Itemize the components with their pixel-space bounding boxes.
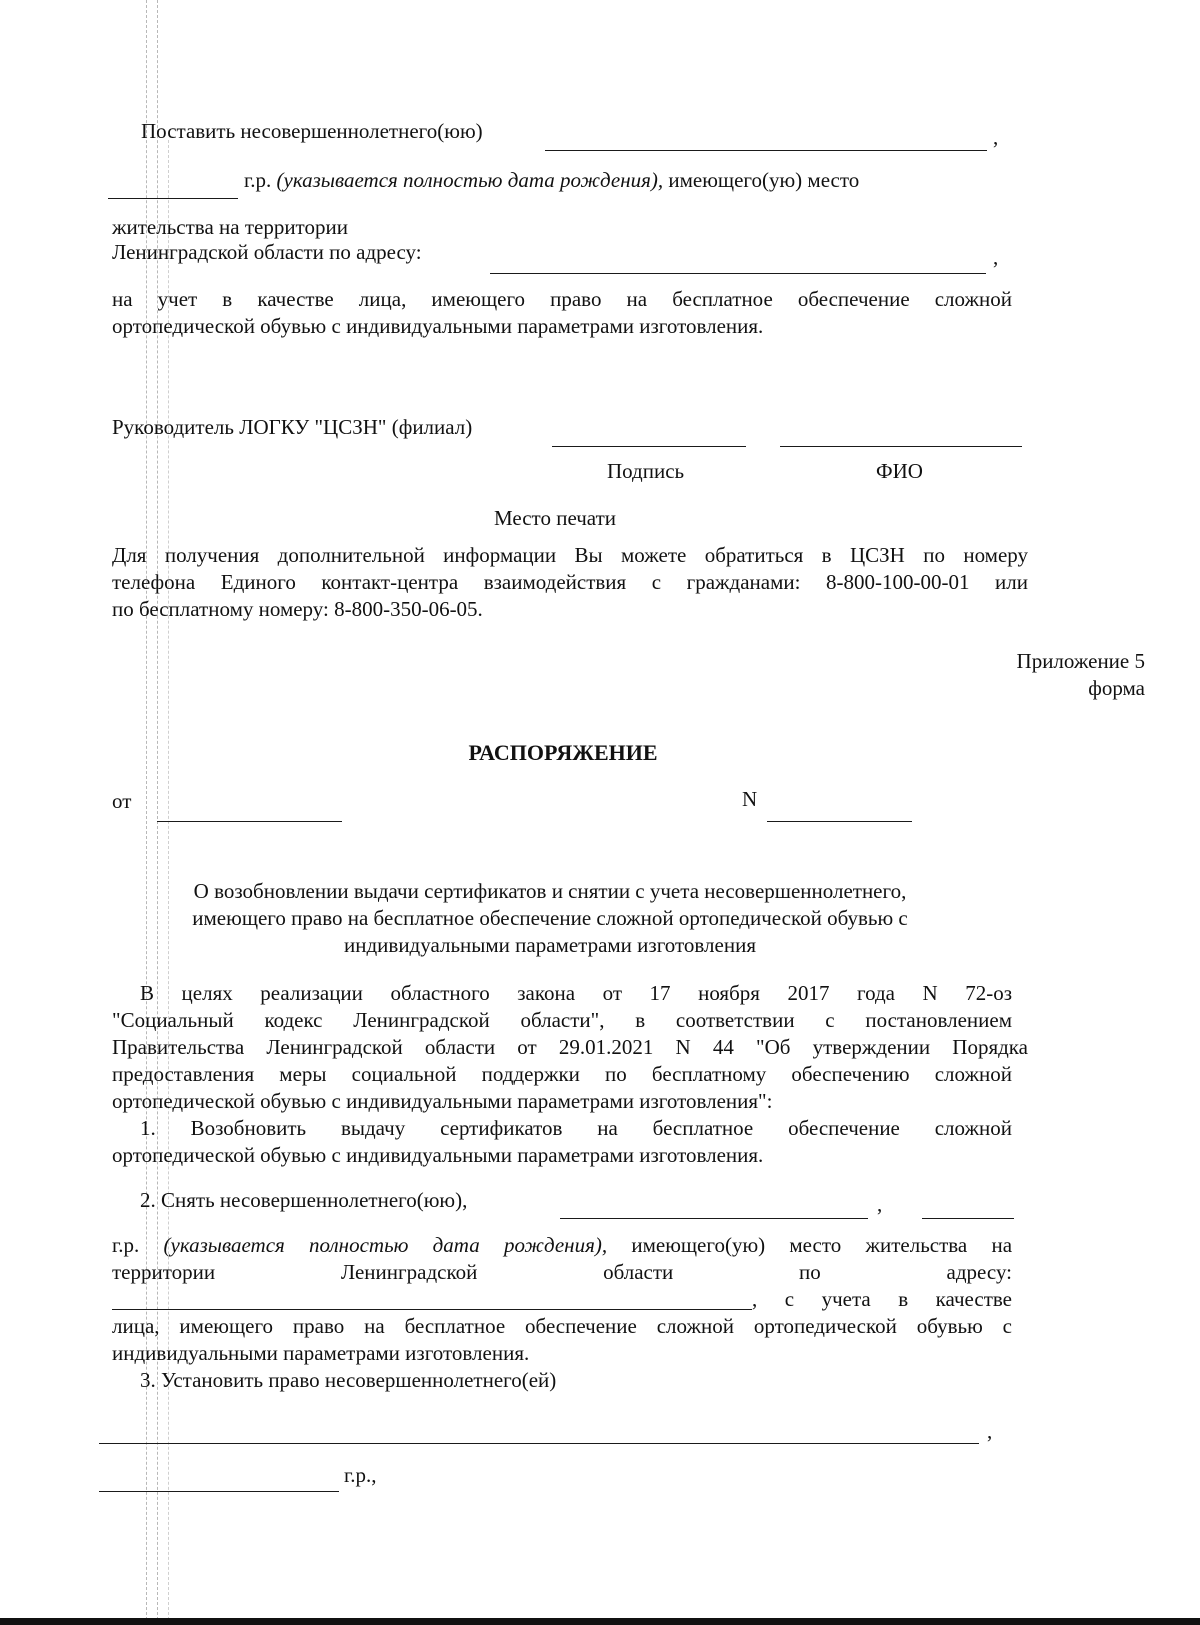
item2-line: индивидуальными параметрами изготовления. (112, 1341, 530, 1365)
register-minor-text: Поставить несовершеннолетнего(юю) (141, 119, 483, 143)
preamble-line: В целях реализации областного закона от 17 ноября 2017 года N 72-оз (140, 981, 1012, 1005)
seal-label: Место печати (494, 506, 617, 530)
head-label: Руководитель ЛОГКУ "ЦСЗН" (филиал) (112, 415, 473, 439)
comma: , (993, 245, 999, 269)
appendix-label: Приложение 5 (1016, 649, 1145, 673)
address-blank (490, 273, 986, 274)
item2-line: лица, имеющего право на бесплатное обеспечение сложной ортопедической обувью с (112, 1314, 1012, 1338)
residence-text-2: Ленинградской области по адресу: (112, 240, 422, 264)
comma: , (987, 1419, 993, 1443)
appendix-form: форма (1088, 676, 1145, 700)
comma: , (993, 125, 999, 149)
name-blank (780, 446, 1022, 447)
preamble-line: ортопедической обувью с индивидуальными параметрами изготовления": (112, 1089, 773, 1113)
order-title: РАСПОРЯЖЕНИЕ (468, 740, 658, 765)
preamble-line: "Социальный кодекс Ленинградской области", в соответствии с постановлением (112, 1008, 1012, 1032)
item2-birth-blank (922, 1218, 1014, 1219)
number-label: N (742, 787, 758, 811)
preamble-line: предоставления меры социальной поддержки по бесплатному обеспечению сложной (112, 1062, 1012, 1086)
item3-lead: 3. Установить право несовершеннолетнего(ей) (140, 1368, 557, 1392)
item2-territory-line: территории Ленинградской области по адресу: (112, 1260, 1012, 1284)
item2-lead: 2. Снять несовершеннолетнего(юю), (140, 1188, 468, 1212)
subject-line: индивидуальными параметрами изготовления (344, 933, 756, 957)
item2-name-blank (560, 1218, 868, 1219)
number-blank (767, 821, 912, 822)
contact-line: телефона Единого контакт-центра взаимодействия с гражданами: 8-800-100-00-01 или (112, 570, 1028, 594)
item2-removal-tail: , с учета в качестве (752, 1287, 1012, 1311)
preamble-line: Правительства Ленинградской области от 29.01.2021 N 44 "Об утверждении Порядка (112, 1035, 1028, 1059)
scan-bottom-edge (0, 1618, 1200, 1625)
item2-birth-line: г.р. (указывается полностью дата рождения), имеющего(ую) место жительства на (112, 1233, 1013, 1257)
comma: , (877, 1192, 883, 1216)
subject-line: О возобновлении выдачи сертификатов и снятии с учета несовершеннолетнего, (193, 879, 907, 903)
signature-blank (552, 446, 746, 447)
item3-name-blank (99, 1443, 979, 1444)
from-label: от (112, 789, 132, 813)
paragraph-line: ортопедической обувью с индивидуальными параметрами изготовления. (112, 314, 764, 338)
name-label: ФИО (876, 459, 923, 483)
item3-birth-blank (99, 1491, 339, 1492)
item2-address-blank (112, 1309, 752, 1310)
paragraph-line: на учет в качестве лица, имеющего право на бесплатное обеспечение сложной (112, 287, 1012, 311)
birth-date-blank (108, 198, 238, 199)
minor-name-blank (545, 150, 987, 151)
contact-line: по бесплатному номеру: 8-800-350-06-05. (112, 597, 483, 621)
item1-line: ортопедической обувью с индивидуальными параметрами изготовления. (112, 1143, 764, 1167)
item3-birth-label: г.р., (344, 1463, 377, 1487)
date-blank (157, 821, 342, 822)
contact-line: Для получения дополнительной информации Вы можете обратиться в ЦСЗН по номеру (112, 543, 1028, 567)
signature-label: Подпись (607, 459, 685, 483)
item1-line: 1. Возобновить выдачу сертификатов на бесплатное обеспечение сложной (140, 1116, 1012, 1140)
birth-date-line: г.р. (указывается полностью дата рождения), имеющего(ую) место (244, 168, 860, 192)
subject-line: имеющего право на бесплатное обеспечение сложной ортопедической обувью с (192, 906, 908, 930)
residence-text-1: жительства на территории (112, 215, 348, 239)
